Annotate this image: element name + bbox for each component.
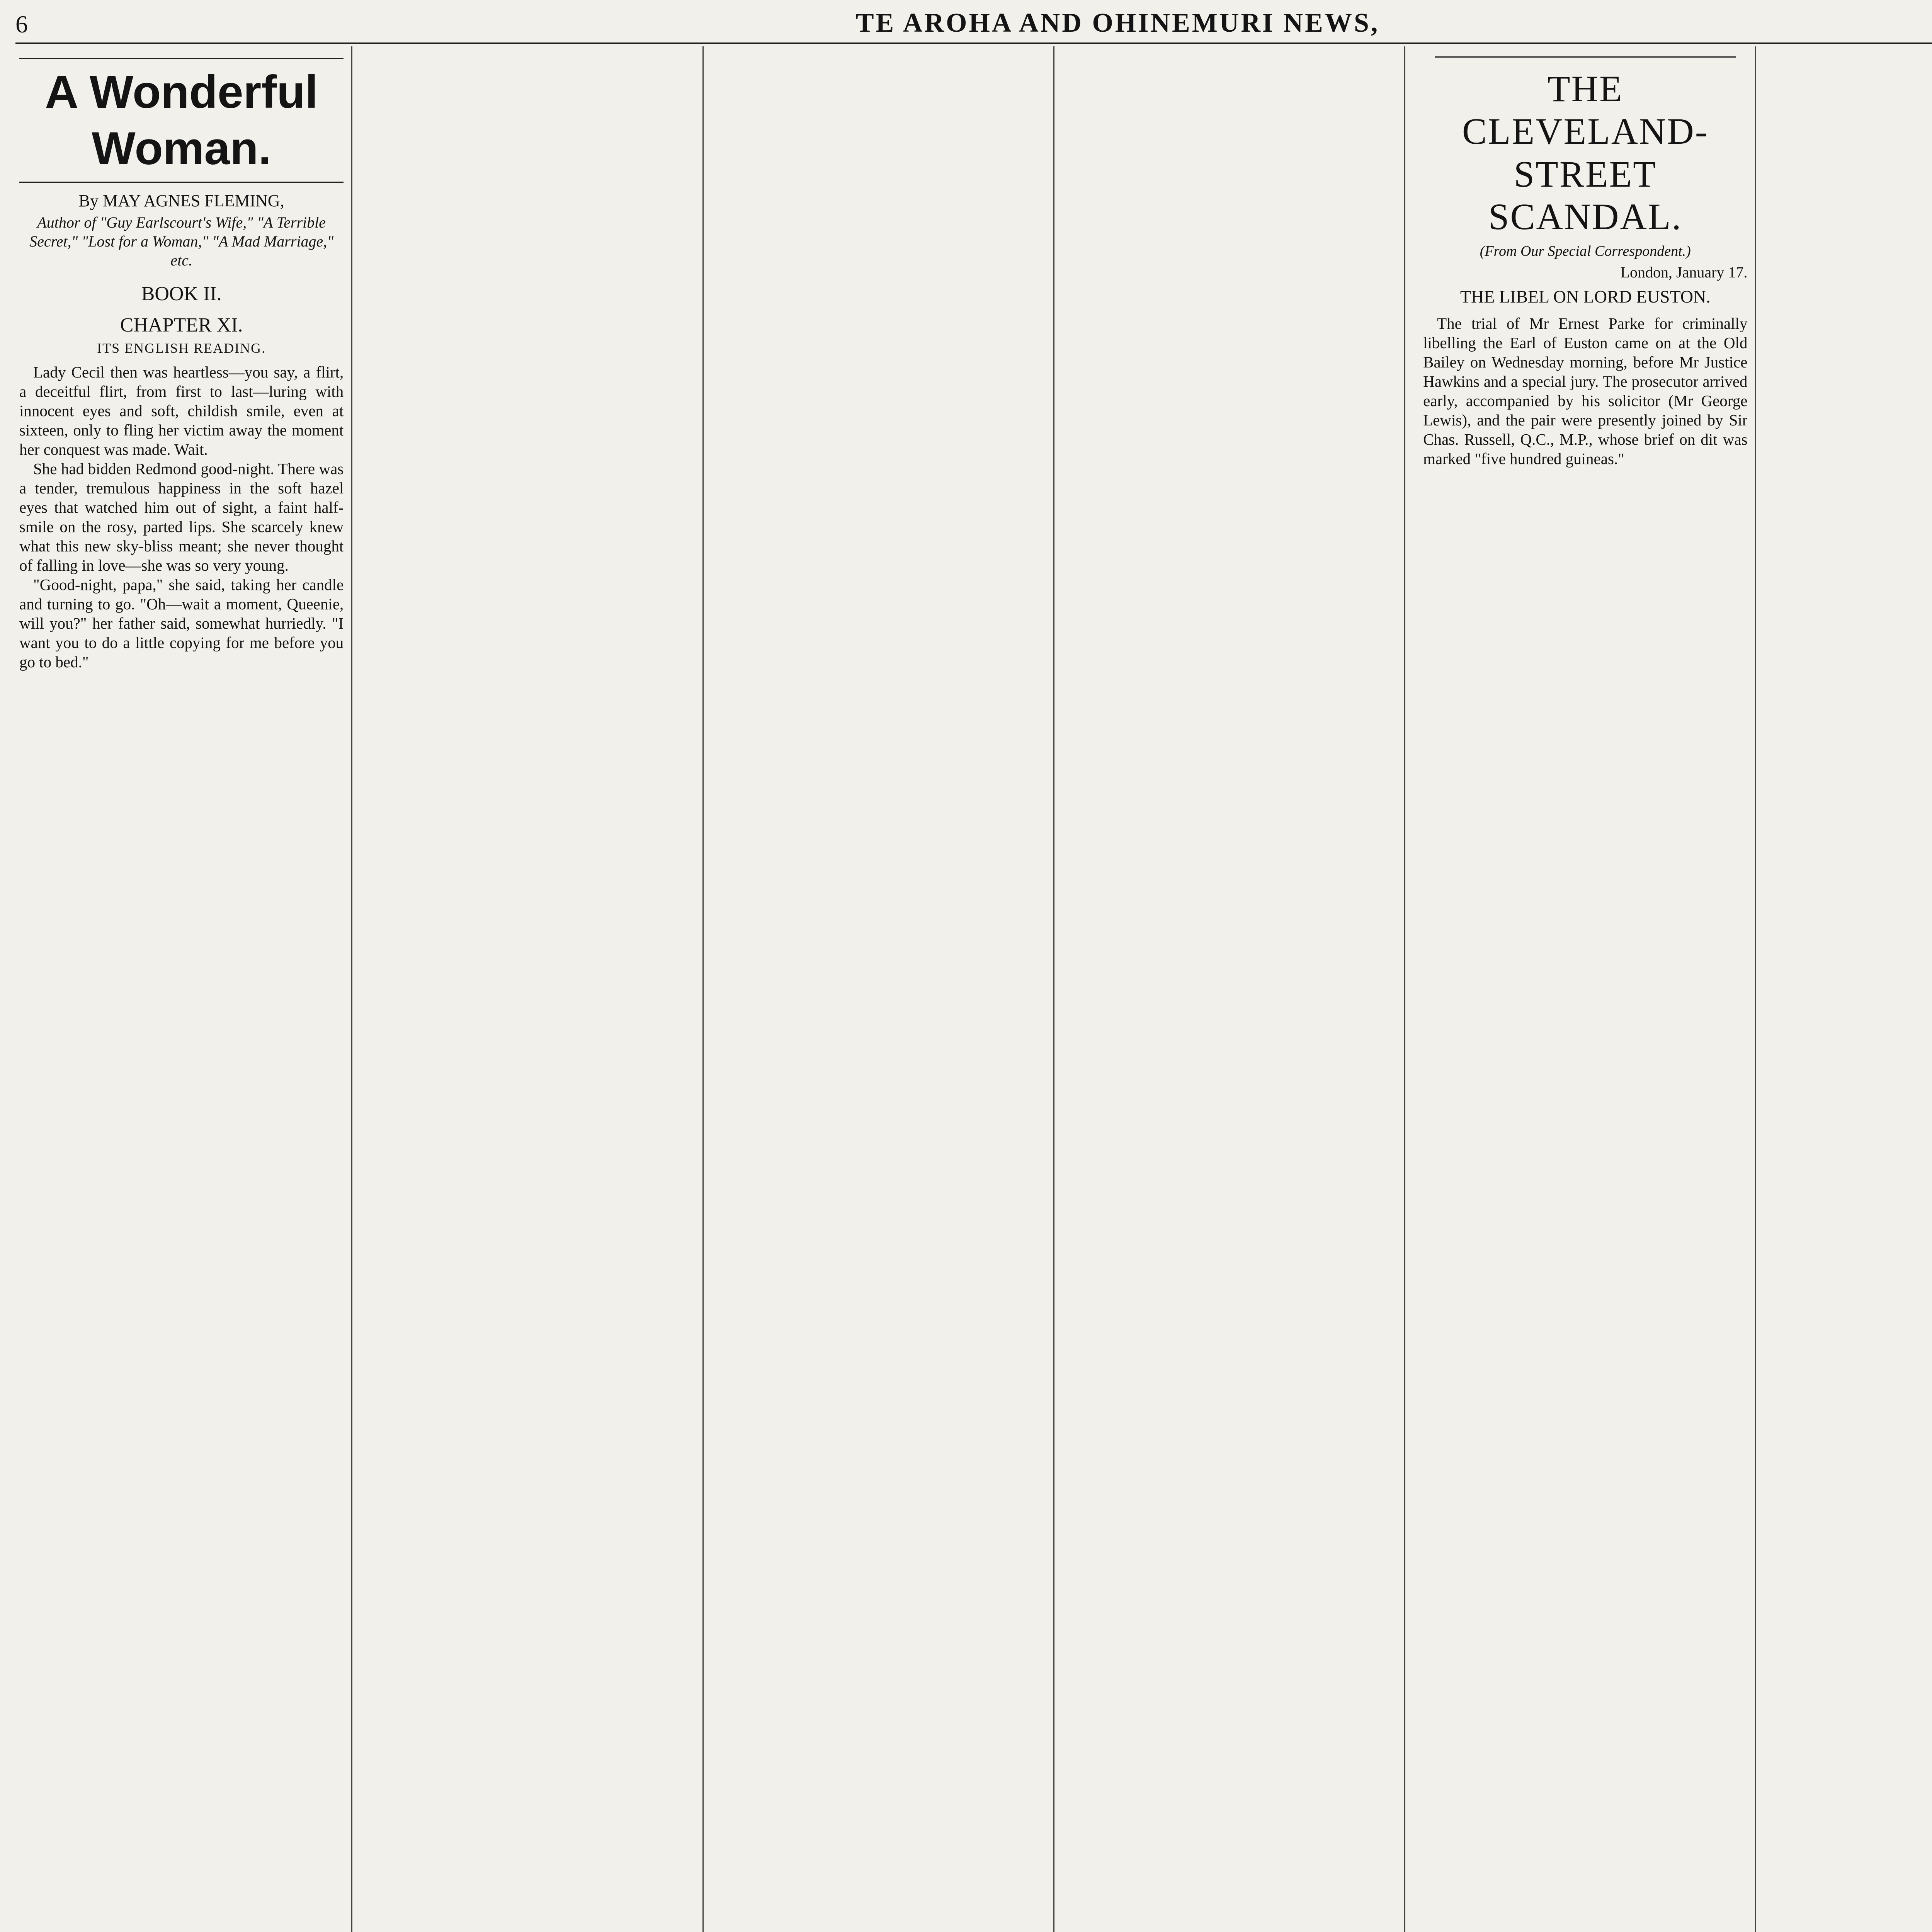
cleveland-title: THE CLEVELAND-STREET SCANDAL.: [1462, 68, 1709, 238]
cleveland-subhead: THE LIBEL ON LORD EUSTON.: [1460, 286, 1711, 306]
column-5: [1415, 46, 1756, 1932]
section-divider: [1435, 56, 1736, 58]
story-chapter: CHAPTER XI.: [120, 314, 243, 337]
story-chapter-subtitle: ITS ENGLISH READING.: [97, 340, 266, 356]
column-3: [714, 46, 1054, 1932]
story-book: BOOK II.: [141, 282, 222, 305]
column-6: [1766, 46, 1932, 1932]
cleveland-source: (From Our Special Correspondent.): [1480, 243, 1691, 259]
story-author-note: Author of "Guy Earlscourt's Wife," "A Terrible Secret," "Lost for a Woman," "A Mad Marriage," etc.: [29, 214, 334, 269]
cleveland-dateline: London, January 17.: [1620, 263, 1748, 281]
story-title: A Wonderful Woman.: [19, 58, 344, 183]
story-paragraph: "Good-night, papa," she said, taking her candle and turning to go. "Oh—wait a moment, Queenie, will you?" her father said, somewhat hurriedly. "I want you to do a little copying for me before you go to bed.": [19, 575, 344, 671]
column-2: [362, 46, 703, 1932]
page-number: 6: [15, 10, 28, 38]
column-1: [12, 46, 352, 1932]
story-paragraph: Lady Cecil then was heartless—you say, a flirt, a deceitful flirt, from first to last—luring with innocent eyes and soft, childish smile, even at sixteen, only to fling her victim away the moment her conquest was made. Wait.: [19, 363, 344, 458]
column-4: [1065, 46, 1405, 1932]
page-header: [15, 4, 1932, 44]
column-grid: [12, 46, 1932, 1932]
masthead: TE AROHA AND OHINEMURI NEWS,: [855, 8, 1380, 38]
story-paragraph: She had bidden Redmond good-night. There was a tender, tremulous happiness in the soft hazel eyes that watched him out of sight, a faint half-smile on the rosy, parted lips. She scarcely knew what this new sky-bliss meant; she never thought of falling in love—she was so very young.: [19, 459, 344, 574]
cleveland-paragraph: The trial of Mr Ernest Parke for criminally libelling the Earl of Euston came on at the Old Bailey on Wednesday morning, before Mr Justice Hawkins and a special jury. The prosecutor arrived early, accompanied by his solicitor (Mr George Lewis), and the pair were presently joined by Sir Chas. Russell, Q.C., M.P., whose brief on dit was marked "five hundred guineas.": [1423, 314, 1748, 468]
story-byline: By MAY AGNES FLEMING,: [78, 191, 284, 210]
